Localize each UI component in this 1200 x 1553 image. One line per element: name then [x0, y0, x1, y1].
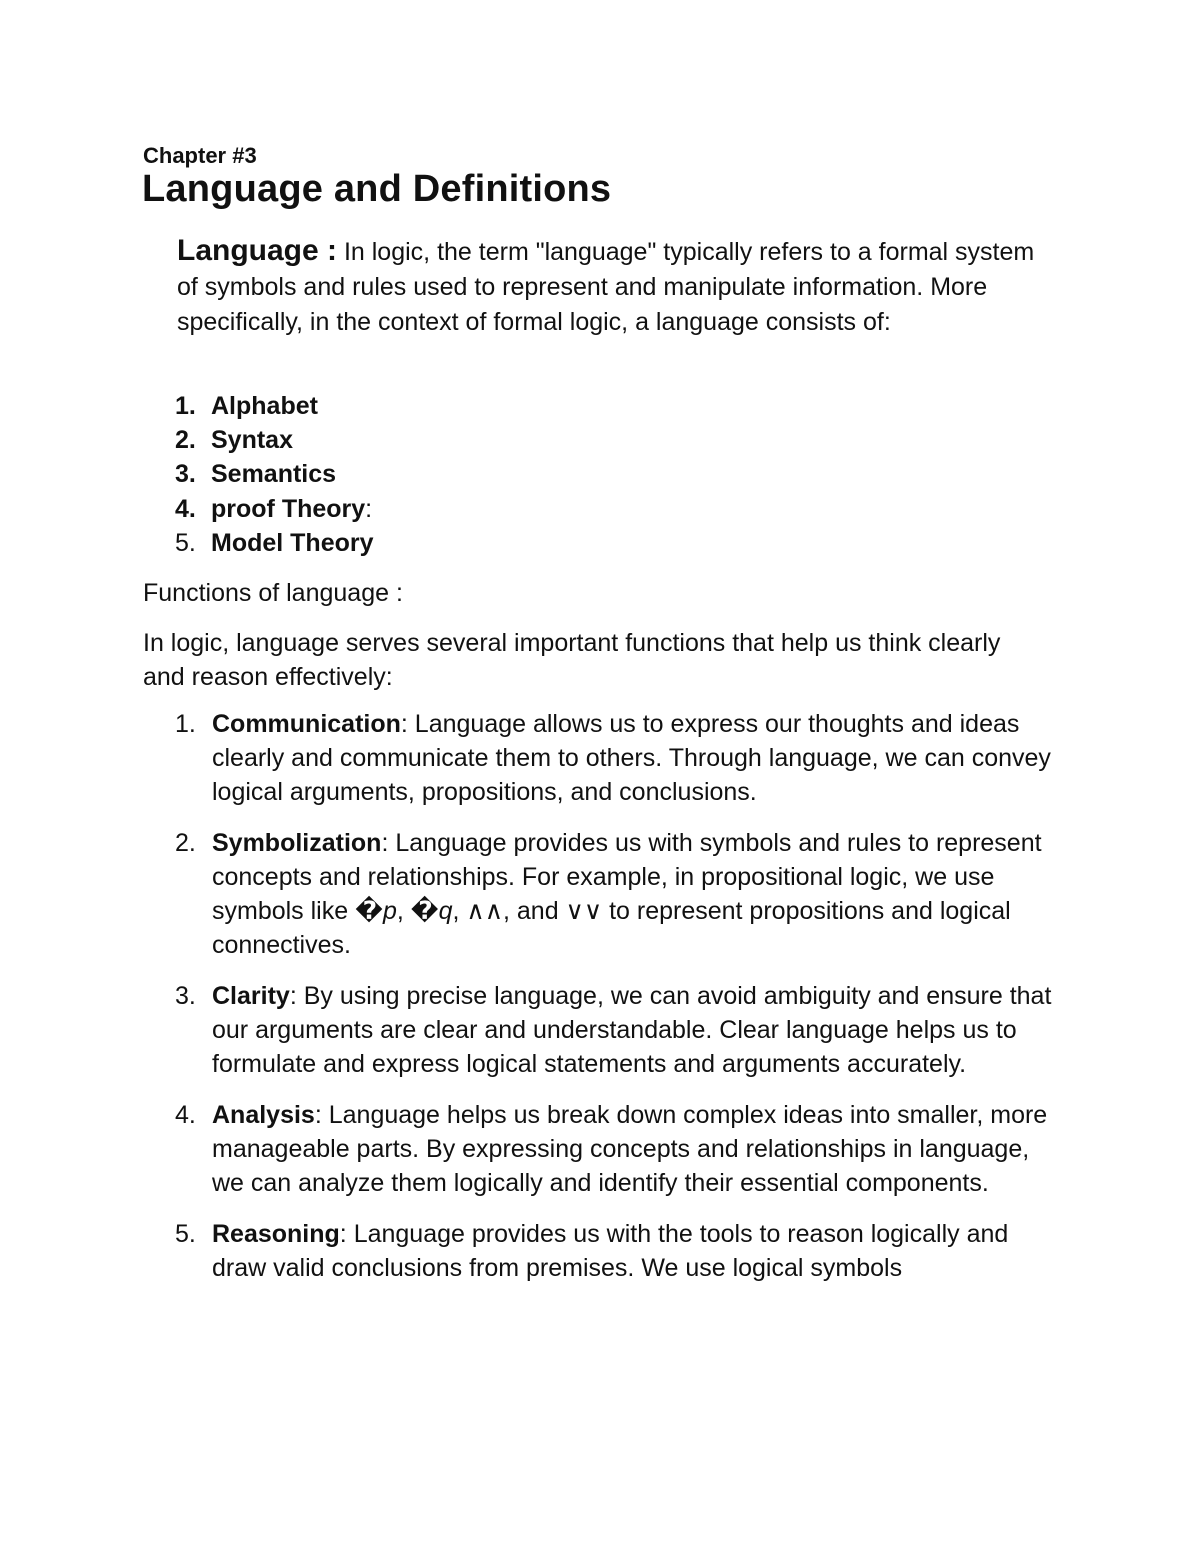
function-term: Communication: [212, 710, 401, 738]
list-item: [175, 457, 374, 491]
function-term: Clarity: [212, 982, 290, 1010]
function-text: : By using precise language, we can avoid ambiguity and ensure that our arguments are clear and understandable. Clear language helps us to formulate and express logical statements and arguments accurately.: [212, 982, 1052, 1078]
list-number: 2.: [175, 426, 196, 455]
language-components-list: [175, 389, 374, 560]
list-number: 3.: [175, 982, 196, 1010]
list-label: Semantics: [211, 460, 337, 489]
list-suffix: :: [365, 494, 373, 523]
list-number: 4.: [175, 494, 196, 523]
list-label: Syntax: [211, 426, 293, 455]
intro-paragraph: [177, 233, 1057, 340]
list-number: 5.: [175, 528, 196, 557]
symbol-glyph: �: [355, 897, 383, 925]
list-number: 5.: [175, 1220, 196, 1248]
function-term: Reasoning: [212, 1220, 340, 1248]
list-item: [175, 979, 1055, 1081]
list-item: [175, 1217, 1055, 1285]
functions-heading: Functions of language :: [143, 579, 403, 607]
list-label: Model Theory: [211, 528, 374, 557]
list-number: 4.: [175, 1101, 196, 1129]
list-item: [175, 423, 374, 457]
list-number: 1.: [175, 710, 196, 738]
functions-list: [175, 707, 1055, 1302]
symbol-variable: q: [438, 897, 453, 925]
list-number: 3.: [175, 460, 196, 489]
list-label: proof Theory: [211, 494, 366, 523]
list-item: [175, 1098, 1055, 1200]
list-label: Alphabet: [211, 392, 318, 420]
function-text: : Language allows us to express our thoughts and ideas clearly and communicate them to others. Through language, we can convey logical arguments, propositions, and conclusions.: [212, 710, 1051, 806]
function-text: : Language provides us with the tools to reason logically and draw valid conclusions from premises. We use logical symbols: [212, 1220, 1009, 1282]
function-text: : Language helps us break down complex ideas into smaller, more manageable parts. By expressing concepts and relationships in language, we can analyze them logically and identify their essential components.: [212, 1101, 1048, 1197]
list-number: 2.: [175, 829, 196, 857]
functions-intro: In logic, language serves several important functions that help us think clearly and reason effectively:: [143, 629, 1001, 691]
symbol-variable: p: [382, 897, 397, 925]
list-item: [175, 389, 374, 423]
page-title: Language and Definitions: [142, 168, 612, 210]
function-term: Analysis: [212, 1101, 315, 1129]
list-number: 1.: [175, 392, 196, 420]
function-term: Symbolization: [212, 829, 382, 857]
list-item: [175, 826, 1055, 962]
list-item: [175, 526, 374, 560]
intro-text: In logic, the term "language" typically refers to a formal system of symbols and rules used to represent and manipulate information. More specifically, in the context of formal logic, a language consists of:: [177, 238, 1035, 336]
list-item: [175, 492, 374, 526]
list-item: [175, 707, 1055, 809]
symbol-separator: ,: [396, 897, 411, 925]
symbol-glyph: �: [410, 897, 439, 925]
function-text: , ∧∧, and ∨∨ to represent propositions and logical connectives.: [212, 897, 1011, 959]
chapter-label: Chapter #3: [143, 143, 257, 168]
intro-term: Language :: [177, 234, 338, 267]
function-text: : Language provides us with symbols and rules to represent concepts and relationships. For example, in propositional logic, we use symbols like: [212, 829, 1042, 925]
